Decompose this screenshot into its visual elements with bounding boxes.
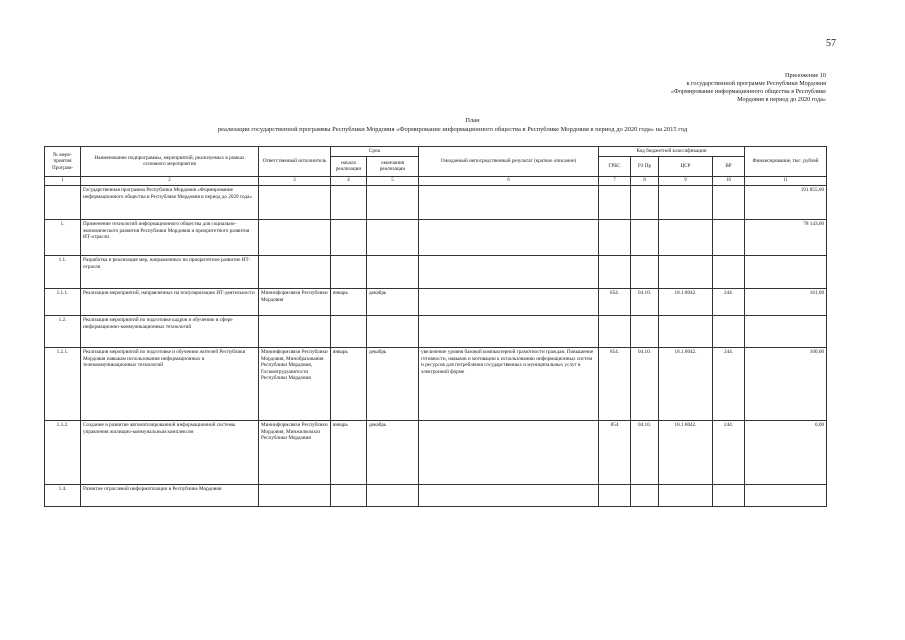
row-vr [713,256,745,289]
appendix-line: к государственной программе Республики Мордовия [686,80,826,87]
row-name: Создание и развитие автоматизированной информационной системы управления жилищно-коммунальным комплексом [81,421,259,485]
row-end [367,256,419,289]
row-csr [659,256,713,289]
row-start [331,485,367,507]
page-number: 57 [826,38,836,49]
row-num: 1.2. [45,316,81,348]
row-grbs [599,256,631,289]
row-executor [259,316,331,348]
row-end: декабрь [367,421,419,485]
row-end [367,316,419,348]
row-end [367,220,419,256]
row-name: Развитие отраслевой информатизации в Республике Мордовия [81,485,259,507]
header-end: окончания реализации [367,156,419,176]
row-financing: 0,00 [745,421,827,485]
row-start [331,220,367,256]
header-term: Срок [331,147,419,157]
plan-title-line2: реализации государственной программы Республики Мордовия «Формирование информационного общества в Республике Мордовия в период до 2020 года» на 2015 год [217,126,688,133]
appendix-line: «Формирование информационного общества в Республике [670,88,826,95]
row-num: 1.1. [45,256,81,289]
column-number: 10 [713,176,745,186]
row-name: Реализация мероприятий по подготовке кадров и обучению в сфере информационно-коммуникационных технологий [81,316,259,348]
column-number: 2 [81,176,259,186]
appendix-note [606,72,826,104]
row-executor: Мининформсвязи Республики Мордовия, Минобразования Республики Мордовия, Госкомтрудзанятости Республики Мордовия [259,348,331,421]
row-rzpr [631,485,659,507]
row-csr [659,220,713,256]
row-end: декабрь [367,289,419,316]
row-financing: 191 855,00 [745,186,827,220]
row-grbs [599,220,631,256]
row-result [419,289,599,316]
row-executor [259,220,331,256]
column-number: 8 [631,176,659,186]
header-executor: Ответственный исполнитель [259,147,331,177]
header-result: Ожидаемый непосредственный результат (краткое описание) [419,147,599,177]
row-csr: 18.1.8042. [659,289,713,316]
row-financing: 78 143,00 [745,220,827,256]
plan-title-line1: План [465,117,480,124]
table-row [45,220,827,256]
row-csr [659,485,713,507]
table-row [45,186,827,220]
header-csr: ЦСР [659,156,713,176]
row-num: 1. [45,220,81,256]
column-number-row [45,176,827,186]
plan-title [0,116,905,134]
row-grbs: 854 [599,421,631,485]
row-vr [713,485,745,507]
row-num: 1.2.1. [45,348,81,421]
row-executor [259,256,331,289]
row-rzpr [631,186,659,220]
table-row [45,316,827,348]
row-name: Государственная программа Республики Мордовия «Формирование информационного общества в Республике Мордовия в период до 2020 года» [81,186,259,220]
row-num [45,186,81,220]
row-start: январь [331,289,367,316]
row-result [419,220,599,256]
row-financing [745,316,827,348]
row-start [331,256,367,289]
row-num: 1.3.2. [45,421,81,485]
row-financing [745,485,827,507]
row-rzpr [631,256,659,289]
row-result [419,316,599,348]
row-name: Применение технологий информационного общества для социально-экономического развития Республики Мордовия и приоритетного развития ИТ-отрасли [81,220,259,256]
row-csr: 18.1.8042. [659,421,713,485]
row-result [419,256,599,289]
column-number: 6 [419,176,599,186]
row-grbs: 854. [599,289,631,316]
row-name: Реализация мероприятий, направленных на популяризацию ИТ-деятельности [81,289,259,316]
table-row [45,348,827,421]
header-num: № меро-приятия Програм- [45,147,81,177]
row-vr: 244. [713,348,745,421]
header-vr: ВР [713,156,745,176]
table-row [45,289,827,316]
header-kbk: Код бюджетной классификации [599,147,745,157]
row-result [419,186,599,220]
row-start: январь [331,421,367,485]
header-name: Наименование подпрограммы, мероприятий, реализуемых в рамках основного мероприятия [81,147,259,177]
row-result [419,421,599,485]
header-rzpr: РЗ Пр [631,156,659,176]
appendix-line: Приложение 10 [785,72,826,79]
row-start: январь [331,348,367,421]
row-rzpr [631,316,659,348]
row-result: увеличение уровня базовой компьютерной грамотности граждан. Повышение готовности, навыков и мотивации к использованию информационных систем и ресурсов для потребления государственных и муниципальных услуг в электронной форме [419,348,599,421]
row-grbs [599,316,631,348]
column-number: 4 [331,176,367,186]
row-financing: 161,00 [745,289,827,316]
row-vr: 244. [713,289,745,316]
header-grbs: ГРБС [599,156,631,176]
column-number: 3 [259,176,331,186]
row-grbs [599,186,631,220]
header-financing: Финансирование, тыс. рублей [745,147,827,177]
row-start [331,316,367,348]
column-number: 1 [45,176,81,186]
row-rzpr [631,220,659,256]
row-executor: Мининформсвязи Республики Мордовия [259,289,331,316]
row-csr: 18.1.8042. [659,348,713,421]
row-csr [659,186,713,220]
row-financing: 100,00 [745,348,827,421]
row-vr [713,220,745,256]
row-rzpr: 04.10. [631,421,659,485]
row-vr [713,316,745,348]
row-num: 1.4. [45,485,81,507]
row-start [331,186,367,220]
row-result [419,485,599,507]
row-end [367,485,419,507]
row-executor: Мининформсвязи Республики Мордовия, Минжилкомхоз Республики Мордовия [259,421,331,485]
row-end [367,186,419,220]
appendix-line: Мордовия в период до 2020 года» [737,96,826,103]
table-row [45,421,827,485]
column-number: 7 [599,176,631,186]
table-row [45,485,827,507]
row-grbs [599,485,631,507]
row-grbs: 854. [599,348,631,421]
row-executor [259,186,331,220]
row-csr [659,316,713,348]
plan-table [44,146,827,507]
row-vr [713,186,745,220]
row-rzpr: 04.10. [631,348,659,421]
row-name: Разработка и реализация мер, направленных на приоритетное развитие ИТ-отрасли [81,256,259,289]
row-financing [745,256,827,289]
row-name: Реализация мероприятий по подготовке и обучению жителей Республики Мордовия навыкам использования информационных и телекоммуникационных технологий [81,348,259,421]
row-rzpr: 04.10. [631,289,659,316]
column-number: 9 [659,176,713,186]
row-executor [259,485,331,507]
column-number: 11 [745,176,827,186]
column-number: 5 [367,176,419,186]
row-end: декабрь [367,348,419,421]
row-num: 1.1.1. [45,289,81,316]
table-row [45,256,827,289]
row-vr: 244. [713,421,745,485]
header-start: начала реализации [331,156,367,176]
